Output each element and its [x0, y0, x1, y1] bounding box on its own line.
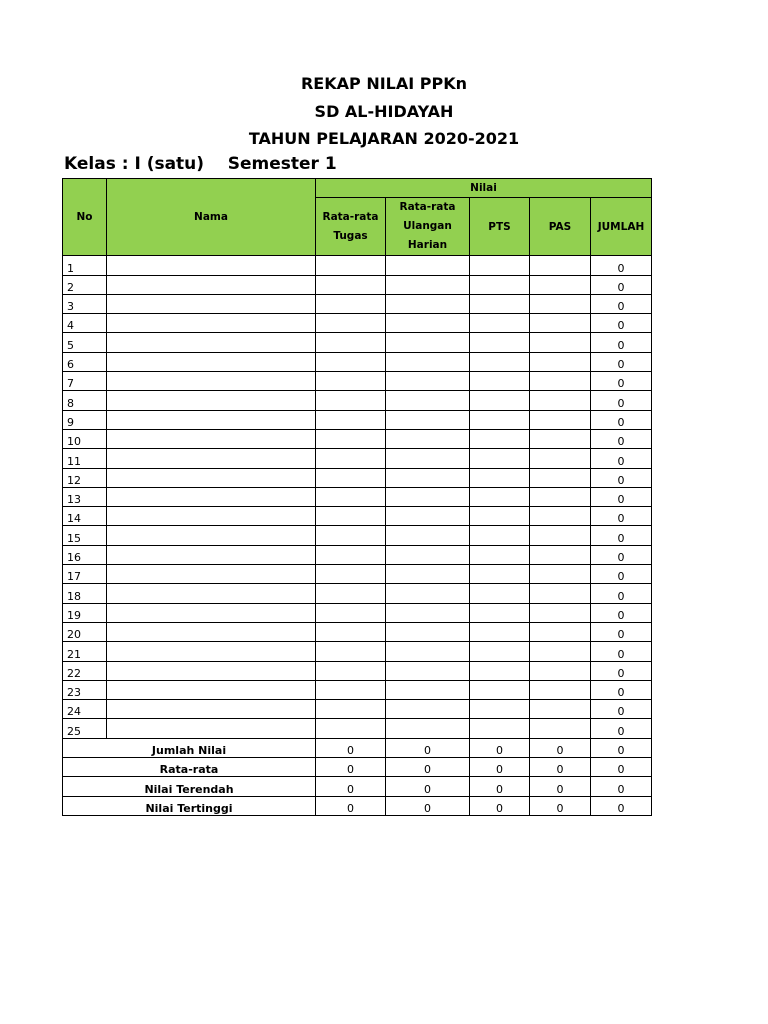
row-ulangan-harian-cell[interactable] [386, 680, 470, 699]
row-pts-cell[interactable] [470, 700, 530, 719]
row-pas-cell[interactable] [530, 487, 591, 506]
table-row [63, 661, 652, 680]
summary-values-pts: 0 [470, 796, 530, 815]
table-row [63, 642, 652, 661]
header-no: No [63, 179, 107, 256]
row-ulangan-harian-cell[interactable] [386, 622, 470, 641]
table-row [63, 352, 652, 371]
row-pas-cell[interactable] [530, 680, 591, 699]
summary-row [63, 738, 652, 757]
row-no-cell: 16 [63, 545, 107, 564]
row-tugas-cell[interactable] [316, 410, 386, 429]
row-pas-cell[interactable] [530, 603, 591, 622]
summary-values-pts: 0 [470, 758, 530, 777]
row-no-cell: 9 [63, 410, 107, 429]
row-pas-cell[interactable] [530, 429, 591, 448]
summary-row [63, 796, 652, 815]
row-jumlah-cell: 0 [591, 256, 652, 275]
row-tugas-cell[interactable] [316, 661, 386, 680]
row-ulangan-harian-cell[interactable] [386, 565, 470, 584]
title-line-2: SD AL-HIDAYAH [314, 101, 454, 121]
row-pts-cell[interactable] [470, 661, 530, 680]
row-pts-cell[interactable] [470, 526, 530, 545]
header-pas: PAS [530, 198, 591, 256]
row-nama-cell[interactable] [107, 449, 316, 468]
row-no-cell: 21 [63, 642, 107, 661]
table-row [63, 584, 652, 603]
row-jumlah-cell: 0 [591, 333, 652, 352]
row-jumlah-cell: 0 [591, 507, 652, 526]
row-ulangan-harian-cell[interactable] [386, 584, 470, 603]
row-pts-cell[interactable] [470, 680, 530, 699]
row-pas-cell[interactable] [530, 372, 591, 391]
row-jumlah-cell: 0 [591, 642, 652, 661]
row-jumlah-cell: 0 [591, 429, 652, 448]
row-nama-cell[interactable] [107, 391, 316, 410]
row-pts-cell[interactable] [470, 391, 530, 410]
row-pts-cell[interactable] [470, 622, 530, 641]
summary-values-pas: 0 [530, 796, 591, 815]
row-ulangan-harian-cell[interactable] [386, 391, 470, 410]
table-row [63, 603, 652, 622]
row-nama-cell[interactable] [107, 584, 316, 603]
row-pts-cell[interactable] [470, 584, 530, 603]
row-no-cell: 3 [63, 294, 107, 313]
row-no-cell: 7 [63, 372, 107, 391]
summary-values-tugas: 0 [316, 758, 386, 777]
row-tugas-cell[interactable] [316, 487, 386, 506]
row-tugas-cell[interactable] [316, 391, 386, 410]
row-tugas-cell[interactable] [316, 372, 386, 391]
row-ulangan-harian-cell[interactable] [386, 256, 470, 275]
row-no-cell: 4 [63, 314, 107, 333]
row-pas-cell[interactable] [530, 391, 591, 410]
table-row [63, 507, 652, 526]
row-no-cell: 25 [63, 719, 107, 738]
table-row [63, 468, 652, 487]
row-pas-cell[interactable] [530, 545, 591, 564]
row-ulangan-harian-cell[interactable] [386, 372, 470, 391]
row-jumlah-cell: 0 [591, 545, 652, 564]
row-no-cell: 24 [63, 700, 107, 719]
row-tugas-cell[interactable] [316, 603, 386, 622]
row-nama-cell[interactable] [107, 661, 316, 680]
row-pas-cell[interactable] [530, 507, 591, 526]
row-pas-cell[interactable] [530, 410, 591, 429]
row-pas-cell[interactable] [530, 294, 591, 313]
title-line-3: TAHUN PELAJARAN 2020-2021 [248, 129, 520, 148]
row-tugas-cell[interactable] [316, 468, 386, 487]
class-semester-label: Kelas : I (satu) Semester 1 [64, 154, 337, 174]
header-rata-rata-ulangan-harian [386, 198, 470, 256]
row-ulangan-harian-cell[interactable] [386, 333, 470, 352]
summary-values-pas: 0 [530, 777, 591, 796]
header-nilai: Nilai [316, 179, 652, 198]
row-jumlah-cell: 0 [591, 449, 652, 468]
table-row [63, 256, 652, 275]
row-ulangan-harian-cell[interactable] [386, 642, 470, 661]
row-tugas-cell[interactable] [316, 642, 386, 661]
row-jumlah-cell: 0 [591, 294, 652, 313]
row-nama-cell[interactable] [107, 333, 316, 352]
row-jumlah-cell: 0 [591, 719, 652, 738]
table-row [63, 526, 652, 545]
summary-values-jumlah: 0 [591, 796, 652, 815]
row-jumlah-cell: 0 [591, 391, 652, 410]
header-tugas-line-2: Tugas [333, 229, 368, 242]
table-row [63, 565, 652, 584]
row-ulangan-harian-cell[interactable] [386, 526, 470, 545]
row-pts-cell[interactable] [470, 294, 530, 313]
row-jumlah-cell: 0 [591, 565, 652, 584]
row-tugas-cell[interactable] [316, 333, 386, 352]
row-jumlah-cell: 0 [591, 487, 652, 506]
row-pts-cell[interactable] [470, 372, 530, 391]
row-no-cell: 17 [63, 565, 107, 584]
row-nama-cell[interactable] [107, 410, 316, 429]
row-jumlah-cell: 0 [591, 603, 652, 622]
row-nama-cell[interactable] [107, 642, 316, 661]
table-row [63, 391, 652, 410]
row-ulangan-harian-cell[interactable] [386, 410, 470, 429]
row-pts-cell[interactable] [470, 545, 530, 564]
row-ulangan-harian-cell[interactable] [386, 661, 470, 680]
row-ulangan-harian-cell[interactable] [386, 468, 470, 487]
summary-values-ulangan-harian: 0 [386, 758, 470, 777]
row-tugas-cell[interactable] [316, 545, 386, 564]
row-nama-cell[interactable] [107, 719, 316, 738]
row-pts-cell[interactable] [470, 314, 530, 333]
row-nama-cell[interactable] [107, 680, 316, 699]
row-ulangan-harian-cell[interactable] [386, 352, 470, 371]
summary-values-pas: 0 [530, 758, 591, 777]
summary-label: Nilai Terendah [63, 777, 316, 796]
row-nama-cell[interactable] [107, 314, 316, 333]
row-tugas-cell[interactable] [316, 526, 386, 545]
row-pas-cell[interactable] [530, 352, 591, 371]
row-pts-cell[interactable] [470, 487, 530, 506]
summary-values-jumlah: 0 [591, 738, 652, 757]
row-jumlah-cell: 0 [591, 584, 652, 603]
row-pts-cell[interactable] [470, 410, 530, 429]
row-tugas-cell[interactable] [316, 719, 386, 738]
row-nama-cell[interactable] [107, 507, 316, 526]
summary-row [63, 777, 652, 796]
table-row [63, 719, 652, 738]
row-ulangan-harian-cell[interactable] [386, 429, 470, 448]
row-no-cell: 5 [63, 333, 107, 352]
row-ulangan-harian-cell[interactable] [386, 507, 470, 526]
row-tugas-cell[interactable] [316, 700, 386, 719]
row-pts-cell[interactable] [470, 333, 530, 352]
row-pts-cell[interactable] [470, 719, 530, 738]
table-row [63, 545, 652, 564]
row-pas-cell[interactable] [530, 449, 591, 468]
row-pas-cell[interactable] [530, 719, 591, 738]
summary-values-tugas: 0 [316, 796, 386, 815]
header-uh-line-1: Rata-rata [399, 201, 456, 214]
row-no-cell: 18 [63, 584, 107, 603]
row-pas-cell[interactable] [530, 622, 591, 641]
row-no-cell: 19 [63, 603, 107, 622]
table-row [63, 275, 652, 294]
row-no-cell: 10 [63, 429, 107, 448]
header-jumlah: JUMLAH [591, 198, 652, 256]
row-pas-cell[interactable] [530, 468, 591, 487]
summary-values-jumlah: 0 [591, 758, 652, 777]
summary-values-jumlah: 0 [591, 777, 652, 796]
row-ulangan-harian-cell[interactable] [386, 603, 470, 622]
row-jumlah-cell: 0 [591, 352, 652, 371]
row-nama-cell[interactable] [107, 256, 316, 275]
table-row [63, 372, 652, 391]
summary-values-tugas: 0 [316, 738, 386, 757]
grades-table [62, 178, 652, 816]
row-tugas-cell[interactable] [316, 622, 386, 641]
header-pts: PTS [470, 198, 530, 256]
row-jumlah-cell: 0 [591, 275, 652, 294]
summary-values-ulangan-harian: 0 [386, 777, 470, 796]
row-pts-cell[interactable] [470, 275, 530, 294]
row-nama-cell[interactable] [107, 700, 316, 719]
row-ulangan-harian-cell[interactable] [386, 449, 470, 468]
row-tugas-cell[interactable] [316, 314, 386, 333]
row-ulangan-harian-cell[interactable] [386, 314, 470, 333]
summary-row [63, 758, 652, 777]
header-tugas-line-1: Rata-rata [322, 210, 379, 223]
title-line-1: REKAP NILAI PPKn [300, 74, 467, 93]
row-tugas-cell[interactable] [316, 352, 386, 371]
row-ulangan-harian-cell[interactable] [386, 294, 470, 313]
summary-values-ulangan-harian: 0 [386, 738, 470, 757]
row-tugas-cell[interactable] [316, 680, 386, 699]
row-jumlah-cell: 0 [591, 410, 652, 429]
row-pts-cell[interactable] [470, 507, 530, 526]
row-tugas-cell[interactable] [316, 256, 386, 275]
summary-label: Rata-rata [63, 758, 316, 777]
header-nama: Nama [107, 179, 316, 256]
row-tugas-cell[interactable] [316, 565, 386, 584]
row-pts-cell[interactable] [470, 449, 530, 468]
row-pas-cell[interactable] [530, 314, 591, 333]
row-no-cell: 8 [63, 391, 107, 410]
header-uh-line-2: Ulangan Harian [403, 220, 452, 252]
row-no-cell: 22 [63, 661, 107, 680]
row-jumlah-cell: 0 [591, 700, 652, 719]
row-nama-cell[interactable] [107, 294, 316, 313]
row-tugas-cell[interactable] [316, 275, 386, 294]
table-row [63, 700, 652, 719]
row-tugas-cell[interactable] [316, 449, 386, 468]
row-pas-cell[interactable] [530, 565, 591, 584]
row-pts-cell[interactable] [470, 352, 530, 371]
document-title [0, 70, 768, 153]
row-jumlah-cell: 0 [591, 468, 652, 487]
summary-values-pas: 0 [530, 738, 591, 757]
row-no-cell: 15 [63, 526, 107, 545]
row-pts-cell[interactable] [470, 603, 530, 622]
row-tugas-cell[interactable] [316, 507, 386, 526]
row-no-cell: 1 [63, 256, 107, 275]
student-rows [63, 256, 652, 738]
row-nama-cell[interactable] [107, 429, 316, 448]
row-nama-cell[interactable] [107, 565, 316, 584]
summary-label: Jumlah Nilai [63, 738, 316, 757]
row-ulangan-harian-cell[interactable] [386, 545, 470, 564]
row-no-cell: 6 [63, 352, 107, 371]
row-no-cell: 11 [63, 449, 107, 468]
row-pas-cell[interactable] [530, 333, 591, 352]
row-nama-cell[interactable] [107, 526, 316, 545]
table-row [63, 429, 652, 448]
row-nama-cell[interactable] [107, 468, 316, 487]
row-nama-cell[interactable] [107, 372, 316, 391]
row-pas-cell[interactable] [530, 661, 591, 680]
row-nama-cell[interactable] [107, 352, 316, 371]
row-jumlah-cell: 0 [591, 622, 652, 641]
row-pts-cell[interactable] [470, 429, 530, 448]
row-no-cell: 23 [63, 680, 107, 699]
row-pas-cell[interactable] [530, 526, 591, 545]
table-row [63, 333, 652, 352]
row-jumlah-cell: 0 [591, 526, 652, 545]
row-nama-cell[interactable] [107, 622, 316, 641]
row-nama-cell[interactable] [107, 603, 316, 622]
row-no-cell: 2 [63, 275, 107, 294]
row-ulangan-harian-cell[interactable] [386, 487, 470, 506]
row-tugas-cell[interactable] [316, 294, 386, 313]
row-pas-cell[interactable] [530, 275, 591, 294]
row-no-cell: 20 [63, 622, 107, 641]
row-ulangan-harian-cell[interactable] [386, 719, 470, 738]
row-pas-cell[interactable] [530, 584, 591, 603]
table-row [63, 487, 652, 506]
summary-values-pts: 0 [470, 777, 530, 796]
row-jumlah-cell: 0 [591, 661, 652, 680]
row-pas-cell[interactable] [530, 256, 591, 275]
row-ulangan-harian-cell[interactable] [386, 275, 470, 294]
row-pts-cell[interactable] [470, 642, 530, 661]
row-pas-cell[interactable] [530, 700, 591, 719]
summary-label: Nilai Tertinggi [63, 796, 316, 815]
table-row [63, 410, 652, 429]
row-pts-cell[interactable] [470, 468, 530, 487]
row-no-cell: 13 [63, 487, 107, 506]
row-jumlah-cell: 0 [591, 680, 652, 699]
table-row [63, 449, 652, 468]
row-jumlah-cell: 0 [591, 372, 652, 391]
row-no-cell: 12 [63, 468, 107, 487]
row-tugas-cell[interactable] [316, 429, 386, 448]
table-row [63, 294, 652, 313]
summary-values-ulangan-harian: 0 [386, 796, 470, 815]
row-pts-cell[interactable] [470, 256, 530, 275]
row-nama-cell[interactable] [107, 545, 316, 564]
summary-values-tugas: 0 [316, 777, 386, 796]
row-no-cell: 14 [63, 507, 107, 526]
row-nama-cell[interactable] [107, 487, 316, 506]
summary-rows [63, 738, 652, 815]
table-row [63, 622, 652, 641]
row-nama-cell[interactable] [107, 275, 316, 294]
row-tugas-cell[interactable] [316, 584, 386, 603]
table-row [63, 680, 652, 699]
row-jumlah-cell: 0 [591, 314, 652, 333]
row-pas-cell[interactable] [530, 642, 591, 661]
header-rata-rata-tugas [316, 198, 386, 256]
row-pts-cell[interactable] [470, 565, 530, 584]
table-row [63, 314, 652, 333]
summary-values-pts: 0 [470, 738, 530, 757]
row-ulangan-harian-cell[interactable] [386, 700, 470, 719]
